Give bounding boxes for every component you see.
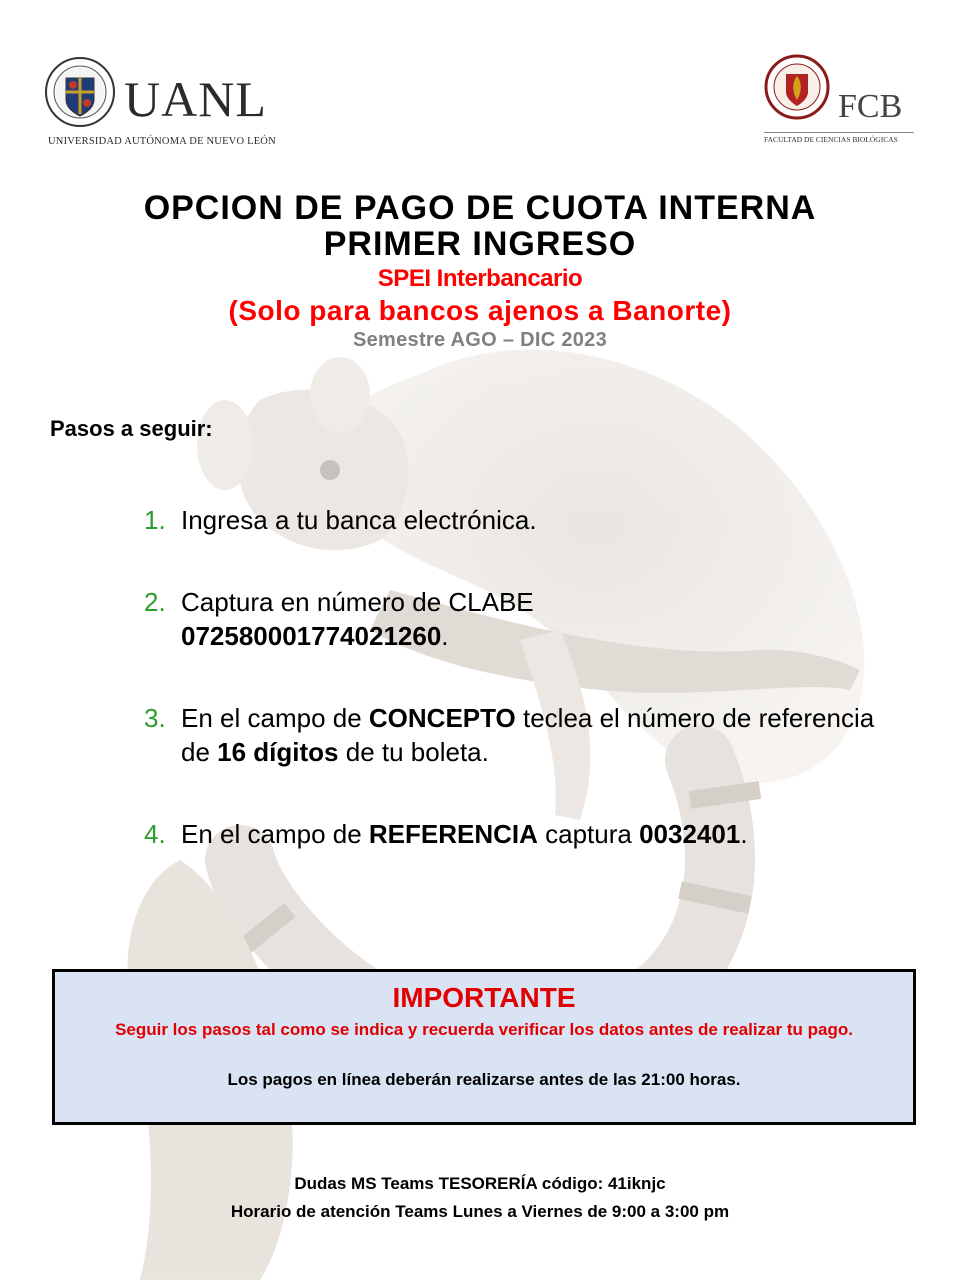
uanl-wordmark: UANL: [124, 71, 267, 127]
steps-heading: Pasos a seguir:: [50, 416, 213, 441]
steps-list: [144, 503, 904, 899]
important-notice-box: [52, 969, 916, 1125]
important-deadline-note: Los pagos en línea deberán realizarse antes de las 21:00 horas.: [227, 1070, 741, 1089]
important-title: IMPORTANTE: [392, 982, 576, 1013]
subtitle-spei: SPEI Interbancario: [377, 265, 583, 292]
subtitle-banks: (Solo para bancos ajenos a Banorte): [228, 295, 732, 326]
footer-teams-code: Dudas MS Teams TESORERÍA código: 41iknjc: [294, 1174, 666, 1193]
digits-label: 16 dígitos: [217, 737, 339, 767]
important-text: Seguir los pasos tal como se indica y recuerda verificar los datos antes de realizar tu pago.: [115, 1020, 853, 1039]
title-line-2: PRIMER INGRESO: [323, 225, 637, 263]
contact-footer: [0, 1170, 960, 1226]
referencia-label: REFERENCIA: [368, 819, 538, 849]
step-text: Ingresa a tu banca electrónica.: [181, 505, 537, 535]
step-3: [144, 701, 904, 769]
step-text: .: [740, 819, 748, 849]
step-text: En el campo de: [181, 819, 369, 849]
footer-hours: Horario de atención Teams Lunes a Viernes de 9:00 a 3:00 pm: [230, 1202, 730, 1221]
fcb-subtitle: FACULTAD DE CIENCIAS BIOLÓGICAS: [764, 132, 914, 144]
fcb-logo: [760, 54, 920, 150]
uanl-logo: [44, 56, 284, 152]
step-text: captura: [537, 819, 640, 849]
step-text: .: [441, 621, 449, 651]
referencia-number: 0032401: [639, 819, 741, 849]
semester-label: Semestre AGO – DIC 2023: [352, 329, 608, 351]
step-number: 2.: [144, 587, 166, 617]
step-text: Captura en número de CLABE: [181, 587, 534, 617]
step-text: En el campo de: [181, 703, 369, 733]
fcb-seal-icon: [764, 54, 830, 120]
step-text: teclea el número de referencia de: [181, 703, 875, 767]
document-header: [0, 190, 960, 352]
step-text: de tu boleta.: [338, 737, 489, 767]
uanl-subtitle: UNIVERSIDAD AUTÓNOMA DE NUEVO LEÓN: [48, 136, 276, 147]
step-2: [144, 585, 904, 653]
step-number: 3.: [144, 703, 166, 733]
concepto-label: CONCEPTO: [368, 703, 516, 733]
clabe-number: 072580001774021260: [181, 621, 442, 651]
uanl-seal-icon: [44, 56, 116, 128]
step-number: 1.: [144, 505, 166, 535]
step-4: [144, 817, 904, 851]
title-line-1: OPCION DE PAGO DE CUOTA INTERNA: [143, 189, 817, 227]
fcb-wordmark: FCB: [838, 88, 903, 125]
step-number: 4.: [144, 819, 166, 849]
step-1: [144, 503, 904, 537]
